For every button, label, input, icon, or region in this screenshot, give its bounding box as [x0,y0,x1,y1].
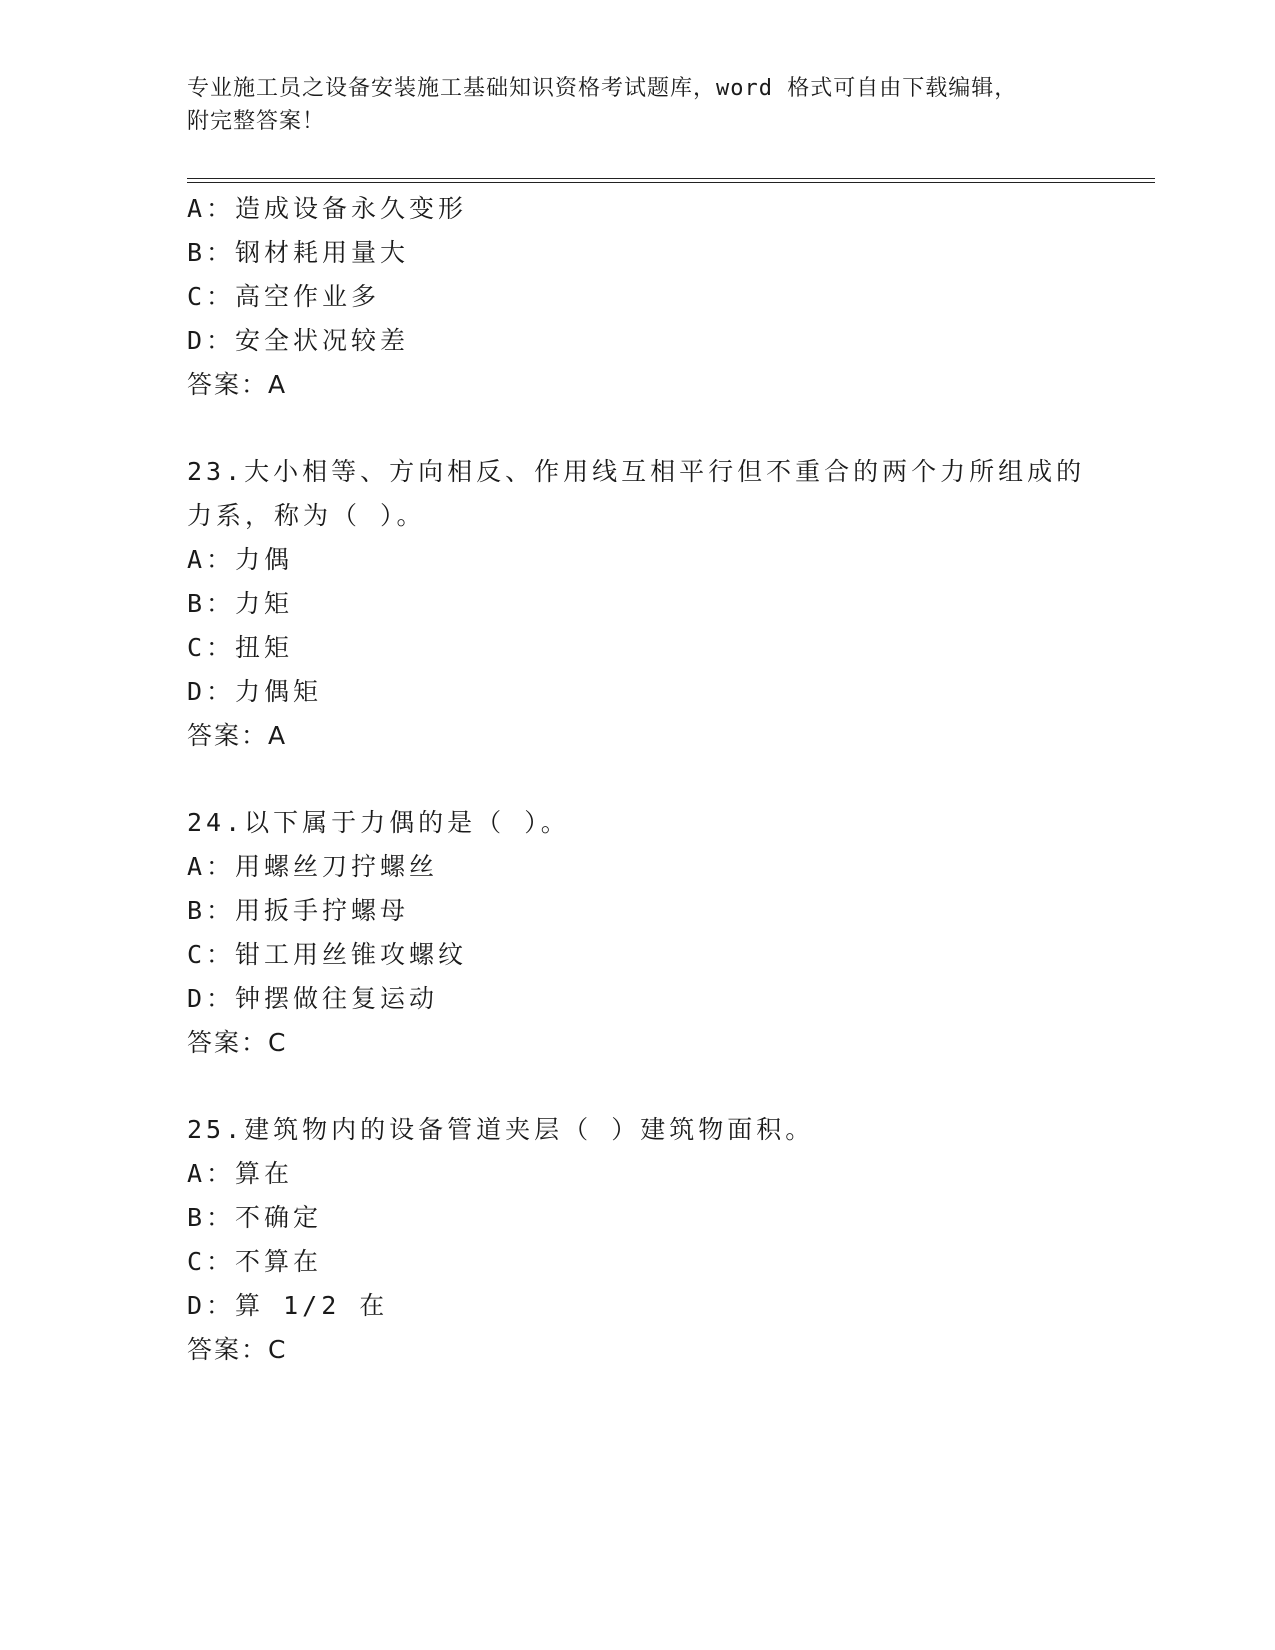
q24-option-d: D：钟摆做往复运动 [187,984,439,1013]
q24-answer: 答案：C [187,1028,288,1057]
document-header [187,72,1067,138]
q24-option-b: B：用扳手拧螺母 [187,896,410,925]
q24-stem: 24.以下属于力偶的是（ ）。 [187,808,570,837]
q22-option-a: A：造成设备永久变形 [187,194,468,223]
q24-option-a: A：用螺丝刀拧螺丝 [187,852,439,881]
header-line-1: 专业施工员之设备安装施工基础知识资格考试题库，word 格式可自由下载编辑， [187,76,1018,101]
q25-option-d: D：算 1/2 在 [187,1291,389,1320]
header-line-2: 附完整答案！ [187,109,326,134]
q25-answer: 答案：C [187,1335,288,1364]
q22-option-d: D：安全状况较差 [187,326,410,355]
header-divider-bottom [187,182,1155,183]
q22-option-b: B：钢材耗用量大 [187,238,410,267]
q25-option-c: C：不算在 [187,1247,323,1276]
q23-answer: 答案：A [187,721,288,750]
q23-option-a: A：力偶 [187,545,294,574]
q23-stem-line-2: 力系，称为（ ）。 [187,501,426,530]
q23-stem-line-1: 23.大小相等、方向相反、作用线互相平行但不重合的两个力所组成的 [187,457,1086,486]
header-divider-top [187,178,1155,179]
q25-option-b: B：不确定 [187,1203,323,1232]
q23-option-b: B：力矩 [187,589,294,618]
q23-option-d: D：力偶矩 [187,677,323,706]
q23-option-c: C：扭矩 [187,633,294,662]
q24-option-c: C：钳工用丝锥攻螺纹 [187,940,468,969]
q25-stem: 25.建筑物内的设备管道夹层（ ）建筑物面积。 [187,1115,815,1144]
q22-answer: 答案：A [187,370,288,399]
q22-option-c: C：高空作业多 [187,282,381,311]
q25-option-a: A：算在 [187,1159,294,1188]
